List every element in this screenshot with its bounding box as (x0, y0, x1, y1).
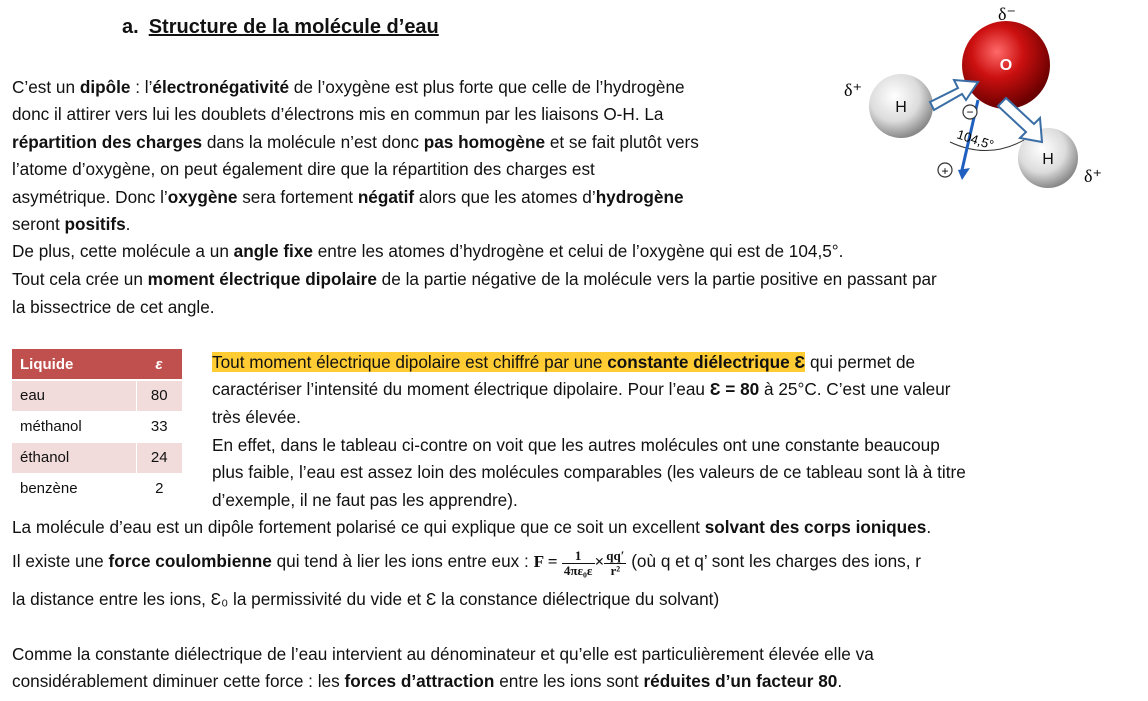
p1-line-9: la bissectrice de cet angle. (12, 297, 215, 317)
coulomb-formula: F = $\frac{1}{\text{4πε₀ε}}$ × $\frac{qq'}{\text{r²}}$ (533, 547, 625, 578)
section-title: Structure de la molécule d’eau (148, 16, 439, 38)
table-row (12, 411, 182, 442)
p2-line-1: Tout moment électrique dipolaire est chiffré par une constante diélectrique Ɛ qui permet de (212, 352, 916, 372)
p2-line-2: caractériser l’intensité du moment électrique dipolaire. Pour l’eau Ɛ = 80 à 25°C. C’est une valeur (212, 379, 951, 399)
angle-label: 104,5° (955, 126, 996, 153)
p2-line-5: plus faible, l’eau est assez loin des molécules comparables (les valeurs de ce tableau sont là à titre (212, 462, 966, 482)
delta-minus-label: δ⁻ (998, 4, 1016, 24)
section-heading (122, 16, 439, 39)
table-cell-name: eau (12, 380, 136, 411)
p1-line-1: C’est un dipôle : l’électronégativité de l’oxygène est plus forte que celle de l’hydrogène (12, 77, 685, 97)
table-cell-value: 24 (136, 442, 182, 473)
dielectric-table (12, 349, 182, 505)
hydrogen-label-right: H (1042, 151, 1054, 168)
p2-line-3: très élevée. (212, 407, 301, 427)
oxygen-label: O (999, 57, 1013, 74)
delta-plus-left-label: δ⁺ (844, 80, 862, 100)
p1-line-5: asymétrique. Donc l’oxygène sera fortement négatif alors que les atomes d’hydrogène (12, 187, 684, 207)
p1-line-7: De plus, cette molécule a un angle fixe entre les atomes d’hydrogène et celui de l’oxygène qui est de 104,5°. (12, 241, 844, 261)
p3-line-1: La molécule d’eau est un dipôle fortement polarisé ce qui explique que ce soit un excellent solvant des corps ioniques. (12, 517, 932, 537)
table-header-epsilon: ε (136, 349, 182, 380)
water-molecule-diagram (838, 0, 1138, 200)
p2-line-4: En effet, dans le tableau ci-contre on voit que les autres molécules ont une constante beaucoup (212, 435, 940, 455)
p4-line-2: considérablement diminuer cette force : les forces d’attraction entre les ions sont réduites d’un facteur 80. (12, 671, 843, 691)
p1-line-2: donc il attirer vers lui les doublets d’électrons mis en commun par les liaisons O-H. La (12, 104, 664, 124)
table-cell-value: 2 (136, 473, 182, 504)
p1-line-6: seront positifs. (12, 214, 131, 234)
section-number: a. (122, 16, 139, 38)
table-row (12, 380, 182, 411)
hydrogen-label-left: H (895, 99, 907, 116)
table-cell-value: 33 (136, 411, 182, 442)
minus-sign: − (966, 105, 974, 119)
p1-line-4: l’atome d’oxygène, on peut également dire que la répartition des charges est (12, 159, 595, 179)
table-header-row (12, 349, 182, 380)
p3-line-2: Il existe une force coulombienne qui tend à lier les ions entre eux : F = $\frac{1}{\text{4πε₀ε}}$ × $\frac{qq'}{\text{r²}}$ (où q et q’ sont les charges des ions, r (12, 547, 921, 578)
delta-plus-right-label: δ⁺ (1084, 166, 1102, 186)
table-row (12, 473, 182, 504)
table-row (12, 442, 182, 473)
table-cell-name: benzène (12, 473, 136, 504)
table-cell-value: 80 (136, 380, 182, 411)
p3-line-3: la distance entre les ions, Ɛ₀ la permissivité du vide et Ɛ la constance diélectrique du solvant) (12, 589, 720, 609)
p1-line-3: répartition des charges dans la molécule n’est donc pas homogène et se fait plutôt vers (12, 132, 699, 152)
p2-line-6: d’exemple, il ne faut pas les apprendre). (212, 490, 518, 510)
p4-line-1: Comme la constante diélectrique de l’eau intervient au dénominateur et qu’elle est particulièrement élevée elle va (12, 644, 874, 664)
table-cell-name: éthanol (12, 442, 136, 473)
plus-sign: + (941, 164, 949, 178)
table-header-liquid: Liquide (12, 349, 136, 380)
p1-line-8: Tout cela crée un moment électrique dipolaire de la partie négative de la molécule vers la partie positive en passant par (12, 269, 937, 289)
dipole-arrowhead-icon (958, 168, 970, 180)
table-cell-name: méthanol (12, 411, 136, 442)
